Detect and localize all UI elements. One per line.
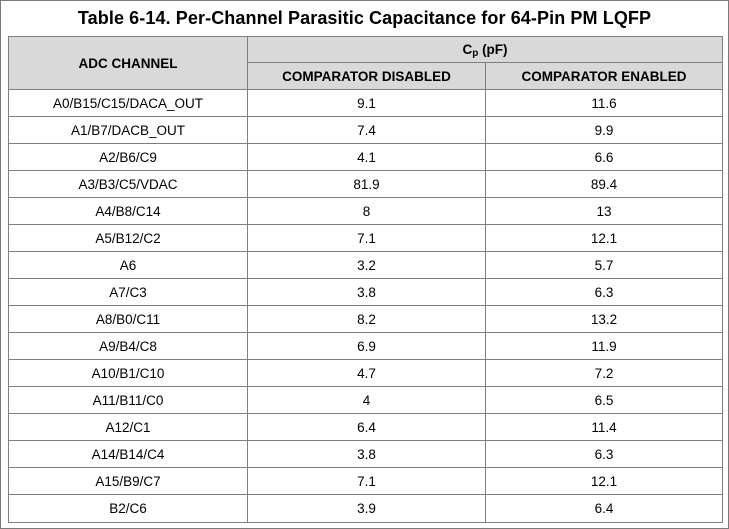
cell-adc-channel: A11/B11/C0 [9,387,248,414]
table-row [9,414,723,441]
cell-comparator-disabled: 6.9 [248,333,486,360]
table-row [9,198,723,225]
cell-comparator-enabled: 89.4 [486,171,723,198]
cell-comparator-enabled: 6.3 [486,441,723,468]
table-row [9,306,723,333]
cp-unit: (pF) [478,42,508,57]
cell-comparator-disabled: 4.1 [248,144,486,171]
table-row [9,441,723,468]
cell-adc-channel: A3/B3/C5/VDAC [9,171,248,198]
table-row [9,387,723,414]
cell-comparator-enabled: 11.6 [486,90,723,117]
header-comparator-disabled: COMPARATOR DISABLED [248,63,486,90]
cell-comparator-enabled: 13.2 [486,306,723,333]
cell-comparator-disabled: 3.9 [248,495,486,523]
cell-comparator-disabled: 8 [248,198,486,225]
cell-comparator-disabled: 3.8 [248,279,486,306]
cell-comparator-enabled: 6.6 [486,144,723,171]
cell-comparator-disabled: 7.1 [248,225,486,252]
cell-adc-channel: A6 [9,252,248,279]
cell-comparator-enabled: 11.9 [486,333,723,360]
cell-comparator-enabled: 13 [486,198,723,225]
cell-comparator-disabled: 81.9 [248,171,486,198]
cp-subscript: p [472,48,479,59]
cell-comparator-disabled: 6.4 [248,414,486,441]
table-row [9,171,723,198]
table-title: Table 6-14. Per-Channel Parasitic Capacitance for 64-Pin PM LQFP [77,8,652,28]
cell-adc-channel: A9/B4/C8 [9,333,248,360]
table-row [9,225,723,252]
cell-adc-channel: A15/B9/C7 [9,468,248,495]
table-row [9,333,723,360]
cell-adc-channel: A4/B8/C14 [9,198,248,225]
cell-adc-channel: A5/B12/C2 [9,225,248,252]
cell-comparator-enabled: 7.2 [486,360,723,387]
cell-comparator-disabled: 3.2 [248,252,486,279]
cell-comparator-enabled: 6.5 [486,387,723,414]
header-comparator-enabled: COMPARATOR ENABLED [486,63,723,90]
cell-adc-channel: A0/B15/C15/DACA_OUT [9,90,248,117]
cell-comparator-disabled: 4.7 [248,360,486,387]
cell-comparator-enabled: 5.7 [486,252,723,279]
table-row [9,468,723,495]
cell-comparator-disabled: 8.2 [248,306,486,333]
cell-comparator-enabled: 12.1 [486,225,723,252]
capacitance-table [8,36,723,523]
cell-adc-channel: A2/B6/C9 [9,144,248,171]
cell-adc-channel: B2/C6 [9,495,248,523]
header-cp [248,37,723,63]
cell-adc-channel: A14/B14/C4 [9,441,248,468]
cell-comparator-enabled: 6.3 [486,279,723,306]
cell-adc-channel: A7/C3 [9,279,248,306]
cell-adc-channel: A12/C1 [9,414,248,441]
table-row [9,117,723,144]
cell-comparator-disabled: 4 [248,387,486,414]
table-row [9,279,723,306]
cp-symbol: C [462,42,473,57]
cell-comparator-enabled: 6.4 [486,495,723,523]
cell-comparator-enabled: 12.1 [486,468,723,495]
cell-comparator-disabled: 3.8 [248,441,486,468]
cell-comparator-disabled: 7.4 [248,117,486,144]
cell-adc-channel: A8/B0/C11 [9,306,248,333]
table-row [9,360,723,387]
cell-comparator-enabled: 11.4 [486,414,723,441]
table-row [9,252,723,279]
cell-comparator-disabled: 9.1 [248,90,486,117]
table-row [9,90,723,117]
cell-adc-channel: A10/B1/C10 [9,360,248,387]
cell-comparator-enabled: 9.9 [486,117,723,144]
cell-comparator-disabled: 7.1 [248,468,486,495]
table-body [9,90,723,523]
table-row [9,144,723,171]
header-adc-channel: ADC CHANNEL [9,37,248,90]
cell-adc-channel: A1/B7/DACB_OUT [9,117,248,144]
table-row [9,495,723,523]
